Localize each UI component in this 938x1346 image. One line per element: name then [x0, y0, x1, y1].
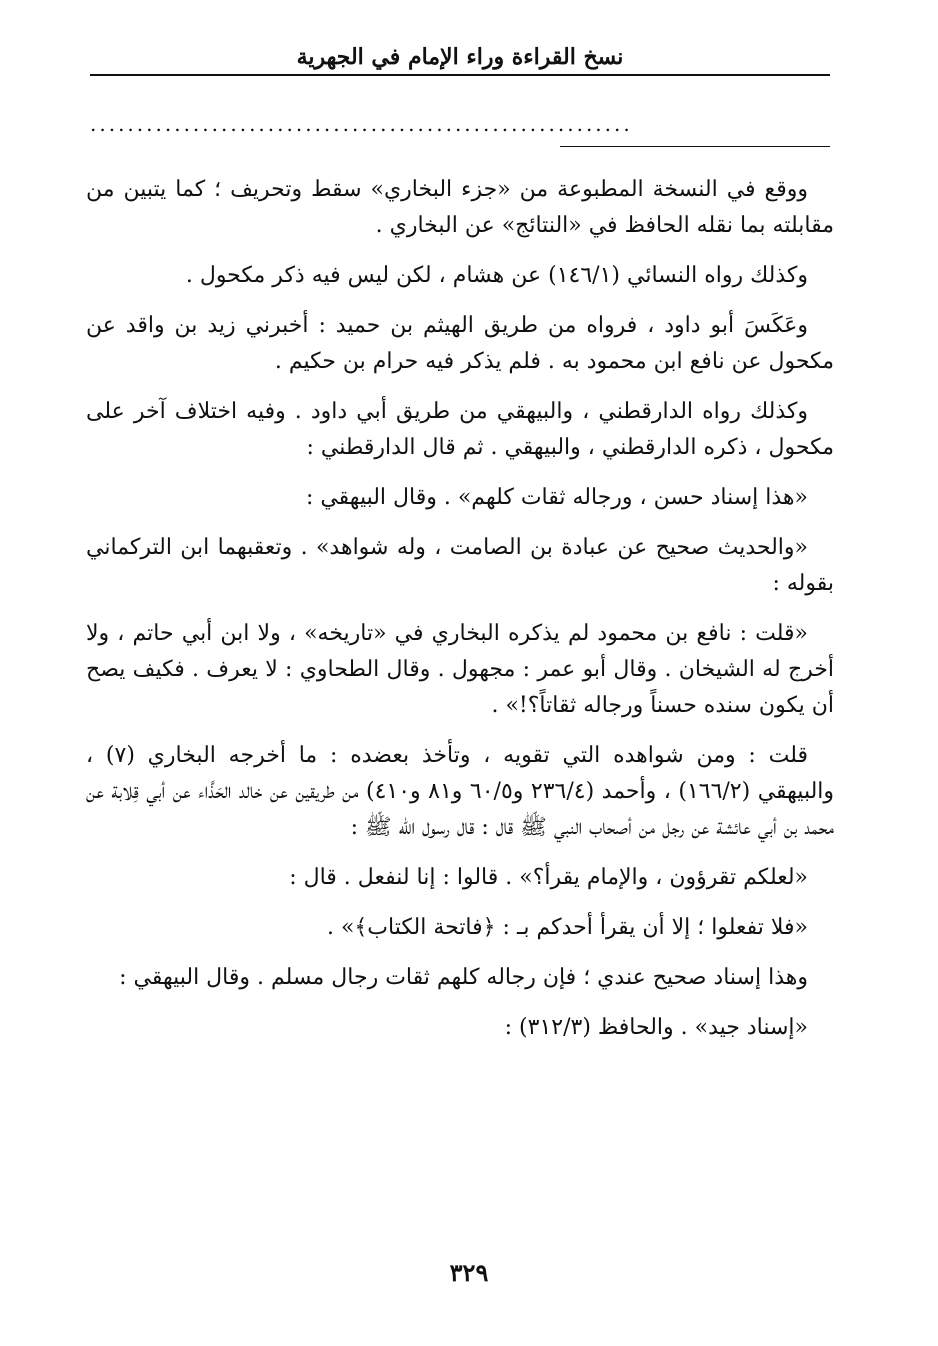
header-rule — [90, 74, 830, 76]
quote-paragraph: «والحديث صحيح عن عبادة بن الصامت ، وله شواهد» . وتعقبهما ابن التركماني بقوله : — [86, 535, 834, 596]
quote-paragraph: «فلا تفعلوا ؛ إلا أن يقرأ أحدكم بـ : ﴿فاتحة الكتاب﴾» . — [326, 915, 808, 940]
paragraph: ووقع في النسخة المطبوعة من «جزء البخاري» سقط وتحريف ؛ كما يتبين من مقابلته بما نقله الحافظ في «النتائج» عن البخاري . — [86, 177, 834, 238]
body-text — [86, 172, 834, 1060]
quote-paragraph: «لعلكم تقرؤون ، والإمام يقرأ؟» . قالوا : إنا لنفعل . قال : — [289, 865, 808, 890]
paragraph: وعَكَسَ أبو داود ، فرواه من طريق الهيثم بن حميد : أخبرني زيد بن واقد عن مكحول عن نافع ابن محمود به . فلم يذكر فيه حرام بن حكيم . — [86, 313, 834, 374]
quote-paragraph: «قلت : نافع بن محمود لم يذكره البخاري في «تاريخه» ، ولا ابن أبي حاتم ، ولا أخرج له الشيخان . وقال أبو عمر : مجهول . وقال الطحاوي : لا يعرف . فكيف يصح أن يكون سنده حسناً ورجاله ثقاتاً؟!» . — [86, 621, 834, 718]
paragraph: وهذا إسناد صحيح عندي ؛ فإن رجاله كلهم ثقات رجال مسلم . وقال البيهقي : — [119, 965, 808, 990]
running-header-title: نسخ القراءة وراء الإمام في الجهرية — [296, 44, 624, 70]
quote-paragraph: «إسناد جيد» . والحافظ (٣١٢/٣) : — [504, 1015, 808, 1040]
page-number: ٣٢٩ — [449, 1258, 489, 1287]
separator-dots: .......................................................... — [90, 112, 633, 136]
footnote-rule — [560, 146, 830, 147]
quote-paragraph: «هذا إسناد حسن ، ورجاله ثقات كلهم» . وقال البيهقي : — [305, 485, 808, 510]
paragraph: وكذلك رواه النسائي (١٤٦/١) عن هشام ، لكن ليس فيه ذكر مكحول . — [185, 263, 808, 288]
paragraph: قلت : ومن شواهده التي تقويه ، وتأخذ بعضده : ما أخرجه البخاري (٧) ، والبيهقي (١٦٦/٢) ، وأحمد (٢٣٦/٤ و٦٠/٥ و٨١ و٤١٠) من طريقين عن خالد الحَذَّاء عن أبي قِلابة عن محمد بن أبي عائشة عن رجل من أصحاب النبي ﷺ قال : قال رسول الله ﷺ : — [86, 743, 835, 840]
paragraph: وكذلك رواه الدارقطني ، والبيهقي من طريق أبي داود . وفيه اختلاف آخر على مكحول ، ذكره الدارقطني ، والبيهقي . ثم قال الدارقطني : — [86, 399, 834, 460]
